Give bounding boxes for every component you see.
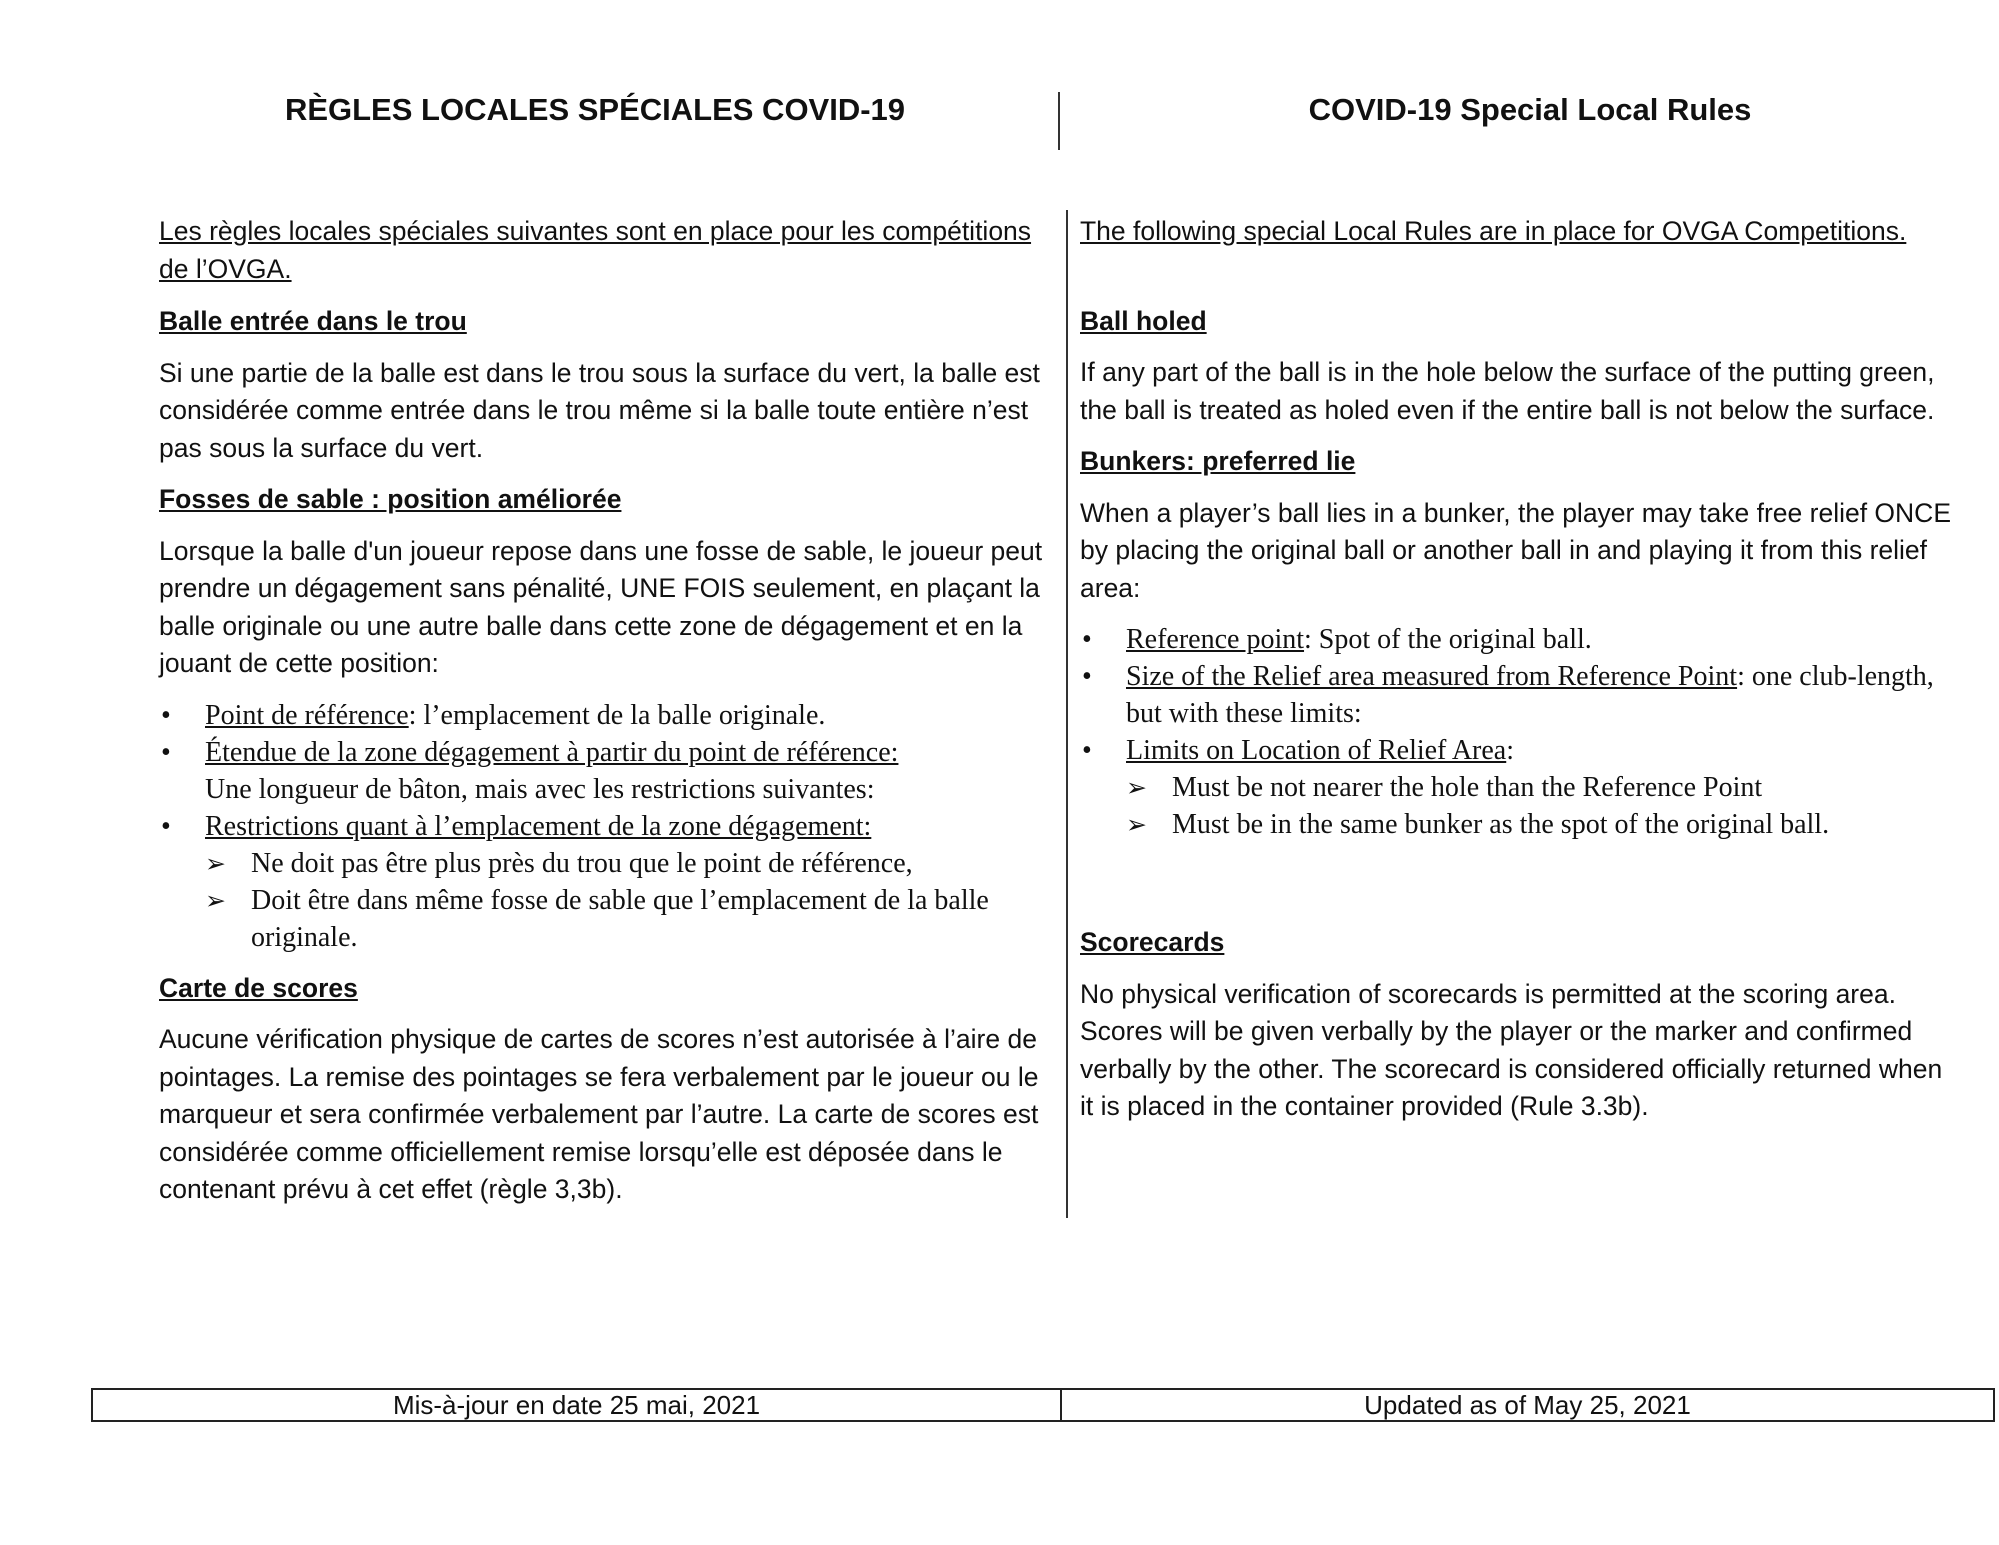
spacer [1080, 857, 1960, 924]
sub-list-item-text: Must be in the same bunker as the spot of the original ball. [1172, 809, 1830, 840]
arrowhead-icon: ➢ [1126, 810, 1147, 839]
sub-list-en [1126, 769, 1960, 843]
bunkers-text-en: When a player’s ball lies in a bunker, the player may take free relief ONCE by placing the original ball or another ball in and playing it from this relief area: [1080, 497, 1951, 603]
sub-list-item [205, 845, 1055, 882]
list-item [1080, 658, 1960, 732]
sub-list-fr [205, 845, 1055, 956]
list-item [159, 808, 1055, 956]
heading-ball-holed-en: Ball holed [1080, 305, 1207, 336]
list-item [1080, 621, 1960, 658]
list-item-label: Reference point [1126, 624, 1305, 655]
list-item-text: : one club-length, but with these limits: [1126, 661, 1934, 729]
relief-list-en [1080, 621, 1960, 843]
bunkers-text-fr: Lorsque la balle d'un joueur repose dans une fosse de sable, le joueur peut prendre un dégagement sans pénalité, UNE FOIS seulement, en plaçant la balle originale ou une autre balle dans cette zone de dégagement et en la jouant de cette position: [159, 535, 1043, 678]
heading-bunkers-fr: Fosses de sable : position améliorée [159, 484, 622, 514]
list-item [1080, 732, 1960, 843]
sub-list-item-text: Doit être dans même fosse de sable que l’emplacement de la balle originale. [251, 884, 989, 953]
footer-date-french: Mis-à-jour en date 25 mai, 2021 [93, 1390, 1062, 1420]
list-item-label: Point de référence [205, 699, 409, 731]
sub-list-item [205, 882, 1055, 956]
sub-list-item-text: Ne doit pas être plus près du trou que le point de référence, [251, 847, 913, 879]
arrowhead-icon: ➢ [205, 885, 226, 915]
footer-table [91, 1388, 1995, 1422]
bullet-icon: • [161, 699, 171, 731]
intro-text-fr: Les règles locales spéciales suivantes sont en place pour les compétitions de l’OVGA. [159, 216, 1032, 284]
list-item-text: : Spot of the original ball. [1304, 624, 1592, 655]
intro-text-en: The following special Local Rules are in place for OVGA Competitions. [1080, 216, 1907, 246]
column-divider [1066, 210, 1068, 1218]
list-item [159, 734, 1055, 808]
arrowhead-icon: ➢ [205, 848, 226, 878]
list-item-text: : l’emplacement de la balle originale. [408, 699, 826, 731]
bullet-icon: • [1082, 735, 1092, 766]
heading-scorecards-en: Scorecards [1080, 927, 1225, 957]
footer-date-english: Updated as of May 25, 2021 [1364, 1389, 1691, 1420]
ball-holed-text-fr: Si une partie de la balle est dans le trou sous la surface du vert, la balle est considérée comme entrée dans le trou même si la balle toute entière n’est pas sous la surface du vert. [159, 357, 1040, 463]
list-item [159, 697, 1055, 734]
scorecards-text-fr: Aucune vérification physique de cartes de scores n’est autorisée à l’aire de pointages. La remise des pointages se fera verbalement par le joueur ou le marqueur et sera confirmée verbalement par l’autre. La carte de scores est considérée comme officiellement remise lorsqu’elle est déposée dans le contenant prévu à cet effet (règle 3,3b). [159, 1024, 1039, 1204]
heading-scorecards-fr: Carte de scores [159, 972, 358, 1003]
bullet-icon: • [1082, 624, 1092, 655]
arrowhead-icon: ➢ [1126, 773, 1147, 802]
bullet-icon: • [1082, 661, 1092, 692]
list-item-label: Limits on Location of Relief Area [1126, 735, 1507, 766]
sub-list-item [1126, 769, 1960, 806]
list-item-label: Restrictions quant à l’emplacement de la zone dégagement: [205, 810, 872, 842]
list-item-text: : [1506, 735, 1515, 766]
heading-bunkers-en: Bunkers: preferred lie [1080, 446, 1356, 476]
french-column [159, 213, 1055, 1223]
heading-ball-holed-fr: Balle entrée dans le trou [159, 306, 467, 336]
ball-holed-text-en: If any part of the ball is in the hole below the surface of the putting green, the ball is treated as holed even if the entire ball is not below the surface. [1080, 357, 1935, 425]
page-title-french: RÈGLES LOCALES SPÉCIALES COVID-19 [284, 92, 906, 127]
sub-list-item-text: Must be not nearer the hole than the Reference Point [1172, 772, 1763, 803]
list-item-label: Étendue de la zone dégagement à partir du point de référence: [205, 736, 899, 768]
bullet-icon: • [161, 736, 171, 768]
relief-list-fr [159, 697, 1055, 956]
english-column [1080, 213, 1960, 1140]
sub-list-item [1126, 806, 1960, 843]
list-item-label: Size of the Relief area measured from Reference Point [1126, 661, 1738, 692]
bullet-icon: • [161, 810, 171, 842]
scorecards-text-en: No physical verification of scorecards is permitted at the scoring area. Scores will be given verbally by the player or the marker and confirmed verbally by the other. The scorecard is considered officially returned when it is placed in the container provided (Rule 3.3b). [1080, 978, 1943, 1121]
list-item-text: Une longueur de bâton, mais avec les restrictions suivantes: [205, 773, 875, 805]
page-title-english: COVID-19 Special Local Rules [1308, 92, 1752, 127]
